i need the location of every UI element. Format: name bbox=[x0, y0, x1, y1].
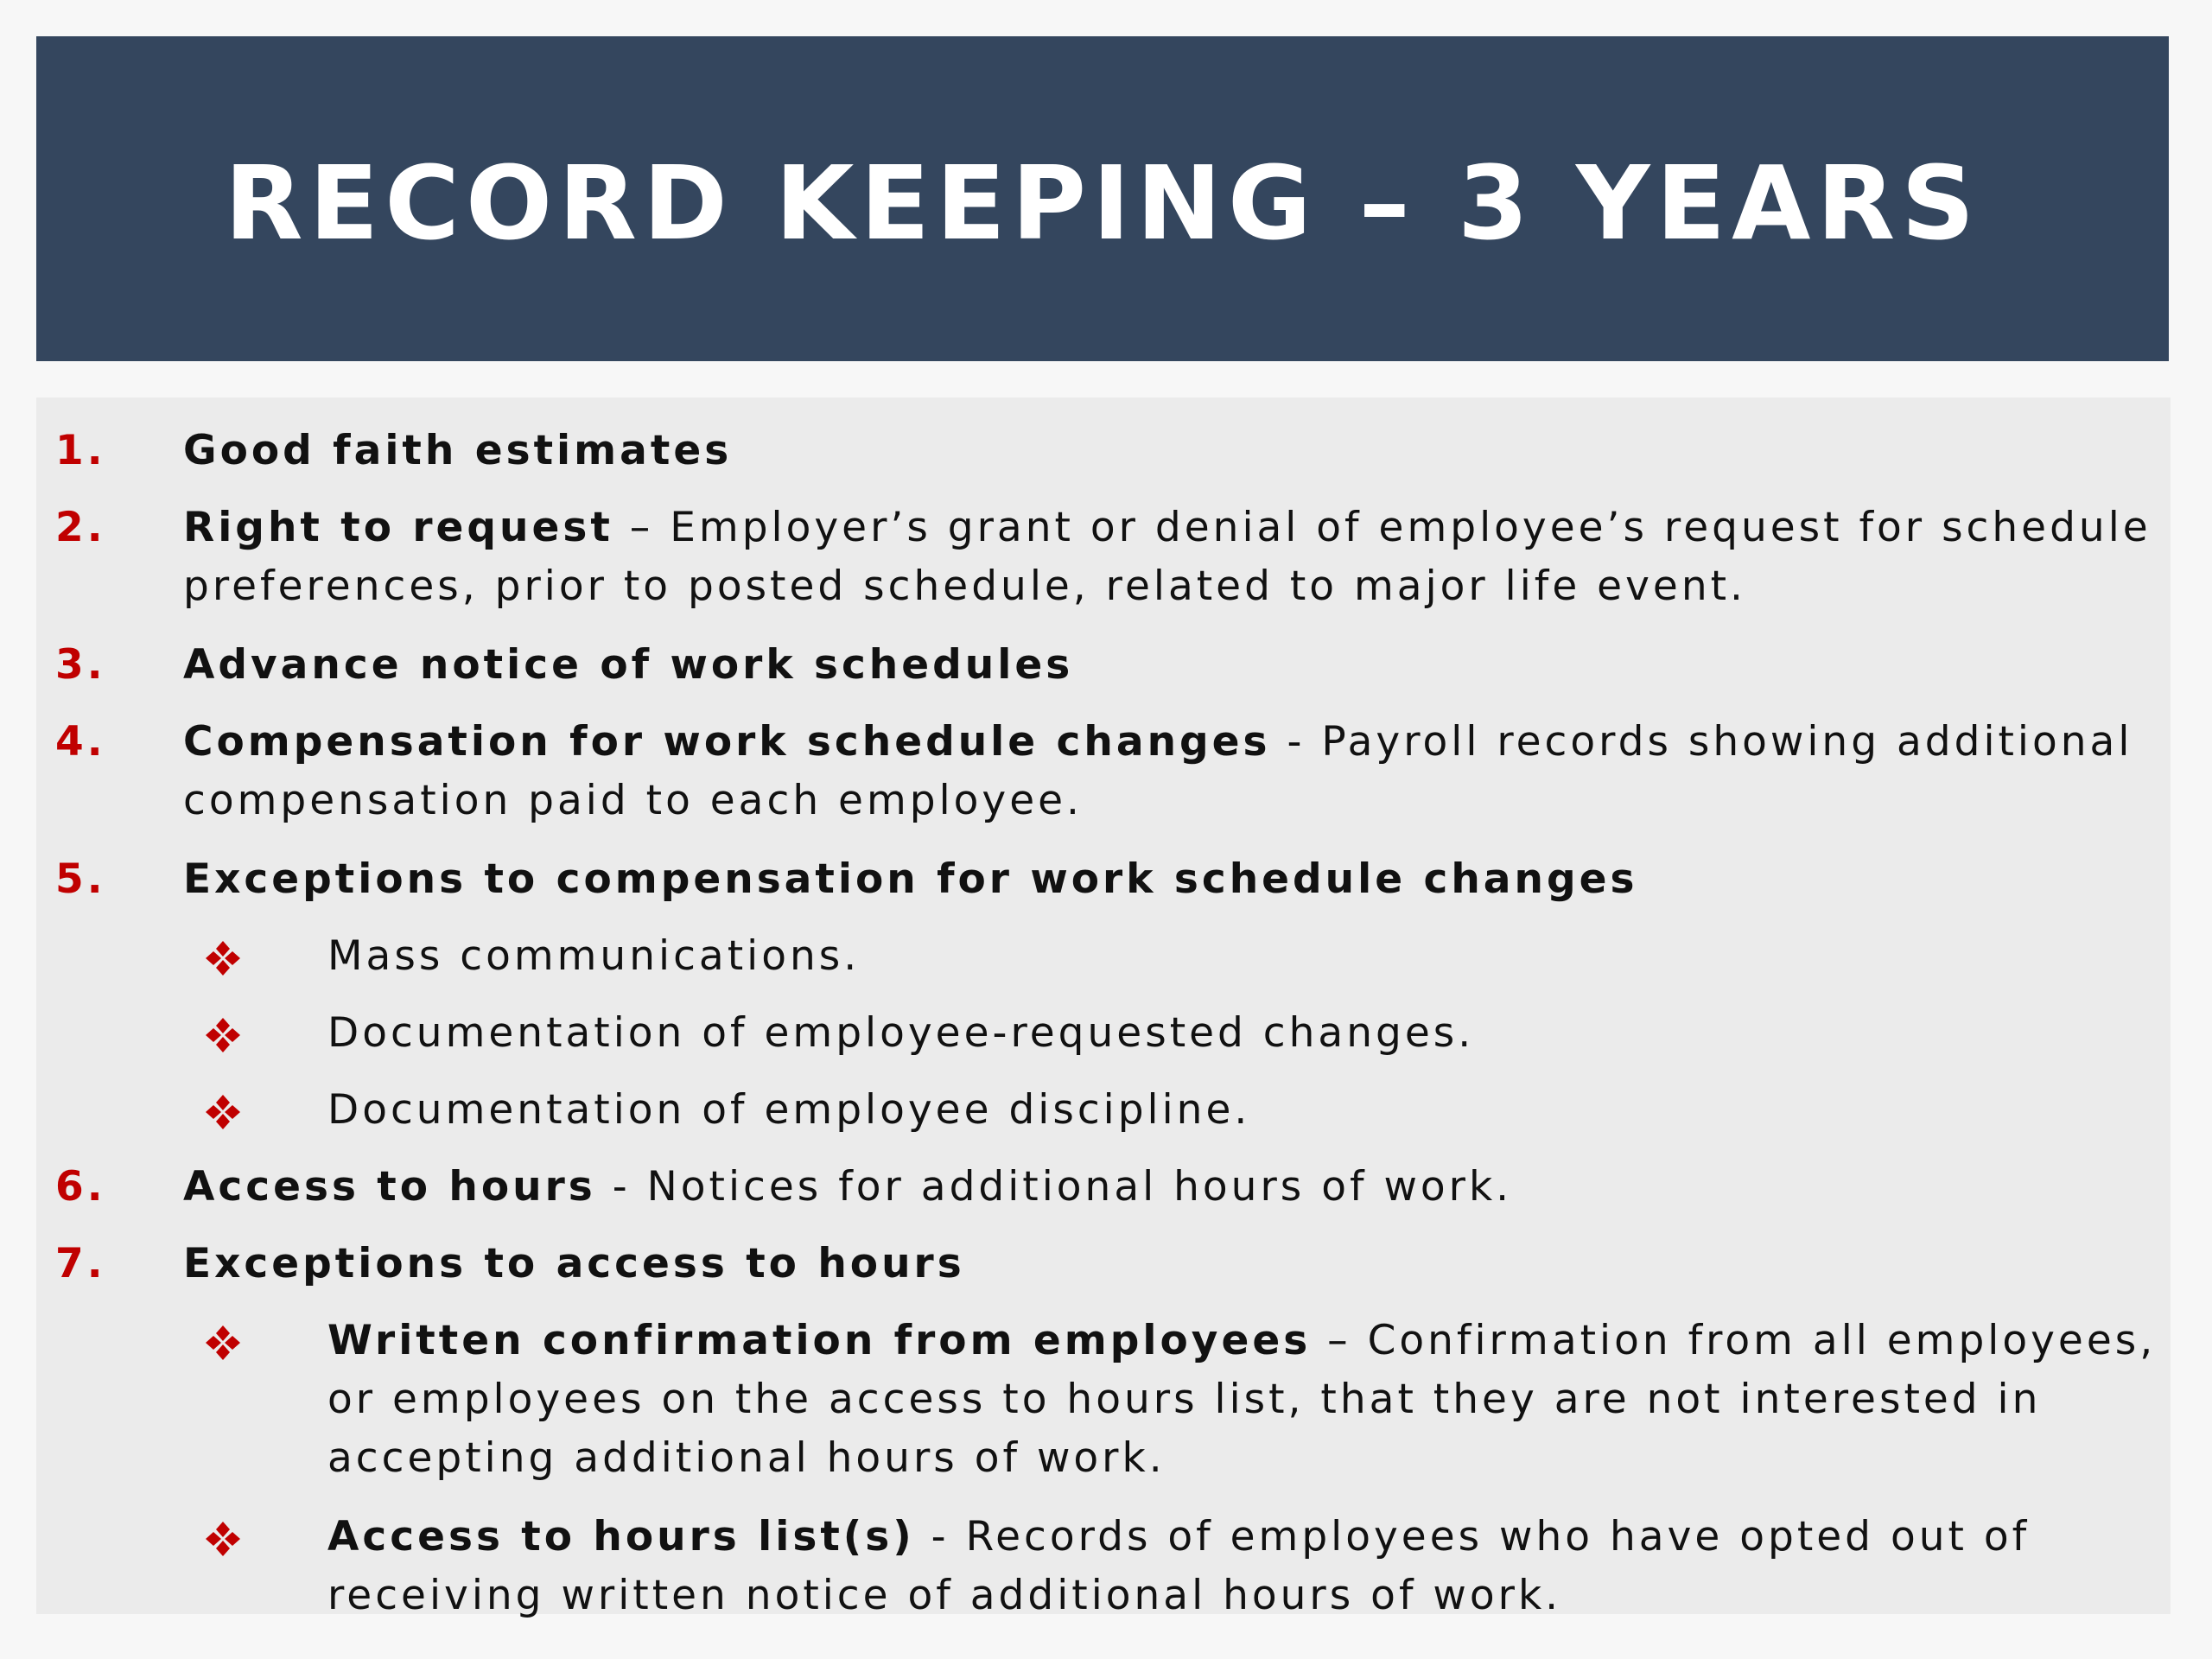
sub-item-desc: Mass communications. bbox=[327, 932, 861, 980]
item-desc: - Payroll records showing additional compensation paid to each employee. bbox=[183, 718, 2133, 824]
item-desc: – Employer’s grant or denial of employee’s request for schedule preferences, prior to posted schedule, related to major life event. bbox=[183, 504, 2152, 610]
item-number: 7. bbox=[55, 1240, 106, 1287]
sub-item-term: Written confirmation from employees bbox=[327, 1317, 1312, 1364]
item-term: Right to request bbox=[183, 504, 613, 551]
item-text bbox=[183, 850, 2162, 909]
item-term: Compensation for work schedule changes bbox=[183, 718, 1271, 766]
item-number: 4. bbox=[55, 718, 106, 766]
item-number: 5. bbox=[55, 855, 106, 903]
item-text bbox=[183, 1158, 2162, 1217]
item-desc: - Notices for additional hours of work. bbox=[595, 1163, 1513, 1211]
item-term: Advance notice of work schedules bbox=[183, 641, 1074, 689]
sub-item-text bbox=[327, 1004, 2164, 1063]
four-diamond-bullet-icon bbox=[204, 1324, 242, 1362]
item-text bbox=[183, 499, 2162, 616]
four-diamond-bullet-icon bbox=[204, 939, 242, 977]
item-term: Exceptions to access to hours bbox=[183, 1240, 965, 1287]
sub-item-term: Access to hours list(s) bbox=[327, 1513, 915, 1560]
slide-title: RECORD KEEPING – 3 YEARS bbox=[224, 143, 1981, 263]
four-diamond-bullet-icon bbox=[204, 1093, 242, 1131]
item-number: 3. bbox=[55, 641, 106, 689]
item-number: 1. bbox=[55, 427, 106, 474]
four-diamond-bullet-icon bbox=[204, 1520, 242, 1558]
item-text bbox=[183, 636, 2162, 695]
sub-item-desc: Documentation of employee discipline. bbox=[327, 1086, 1251, 1134]
title-banner bbox=[36, 36, 2169, 361]
sub-item-desc: - Records of employees who have opted out of receiving written notice of additional hours of work. bbox=[327, 1513, 2031, 1619]
four-diamond-bullet-icon bbox=[204, 1016, 242, 1054]
item-term: Exceptions to compensation for work schedule changes bbox=[183, 855, 1638, 903]
sub-item-text bbox=[327, 1508, 2164, 1625]
sub-item-text bbox=[327, 927, 2164, 986]
content-panel bbox=[36, 397, 2171, 1619]
sub-item-text bbox=[327, 1081, 2164, 1140]
sub-item-desc: – Confirmation from all employees, or employees on the access to hours list, that they are not interested in accepting additional hours of work. bbox=[327, 1317, 2157, 1482]
item-number: 2. bbox=[55, 504, 106, 551]
item-text bbox=[183, 1235, 2162, 1294]
item-number: 6. bbox=[55, 1163, 106, 1211]
sub-item-text bbox=[327, 1312, 2164, 1488]
sub-item-desc: Documentation of employee-requested changes. bbox=[327, 1009, 1475, 1057]
item-term: Access to hours bbox=[183, 1163, 596, 1211]
item-term: Good faith estimates bbox=[183, 427, 733, 474]
item-text bbox=[183, 713, 2162, 830]
item-text bbox=[183, 422, 2162, 480]
